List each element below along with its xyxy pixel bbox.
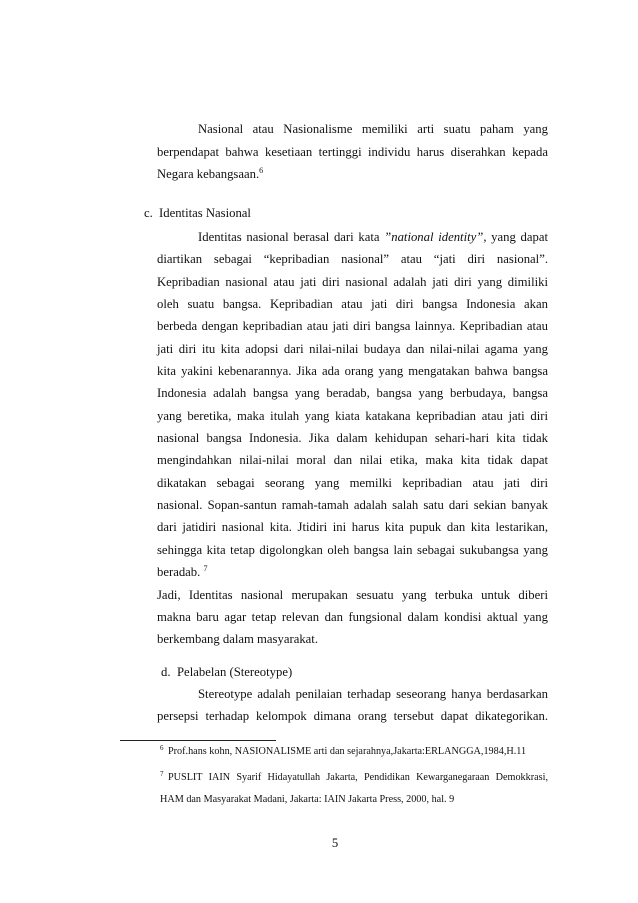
footnote-text: HAM dan Masyarakat Madani, Jakarta: IAIN Jakarta Press, 2000, hal. 9 (160, 793, 455, 805)
text-line: sehingga kita tetap digolongkan oleh bangsa lain sebagai sukubangsa yang (157, 542, 548, 557)
text-line: Stereotype adalah penilaian terhadap seseorang hanya berdasarkan (198, 687, 548, 701)
line-text: Negara kebangsaan. (157, 167, 260, 181)
text-line: dari jatidiri nasional kita. Jtidiri ini harus kita pupuk dan kita lestarikan, (157, 520, 548, 535)
section-title: Identitas Nasional (159, 206, 251, 220)
footnote-text: PUSLIT IAIN Syarif Hidayatullah Jakarta, Pendidikan Kewarganegaraan Demokkrasi, (168, 771, 548, 783)
section-body (157, 683, 548, 727)
text-line: dikatakan sebagai seorang yang memilki kepribadian atau jati diri (157, 475, 548, 490)
text-line: berkembang dalam masyarakat. (157, 632, 318, 647)
footnote-line (160, 741, 548, 763)
text-line: berpendapat bahwa kesetiaan tertinggi individu harus diserahkan kepada (157, 144, 548, 159)
section-marker: c. (144, 206, 153, 220)
text-line: berbeda dengan kepribadian atau jati diri bangsa lainnya. Kepribadian atau (157, 319, 548, 334)
text-line: kita yakini kebenarannya. Jika ada orang yang mengatakan bahwa bangsa (157, 364, 548, 379)
text-line: makna baru agar tetap relevan dan fungsional dalam kondisi aktual yang (157, 609, 548, 624)
section-heading (144, 202, 251, 225)
text-line: Indonesia adalah bangsa yang beradab, bangsa yang berbudaya, bangsa (157, 386, 548, 401)
text-line: yang beretika, maka itulah yang kiata katakana kepribadian atau jati diri (157, 408, 548, 423)
italic-term: ”national identity” (384, 230, 484, 244)
text-line: Nasional atau Nasionalisme memiliki arti suatu paham yang (198, 122, 548, 136)
intro-paragraph (157, 118, 548, 186)
footnote-number: 7 (160, 769, 164, 778)
text-line: nasional. Sopan-santun ramah-tamah adalah salah satu dari sekian banyak (157, 498, 548, 513)
text-line: Jadi, Identitas nasional merupakan sesuatu yang terbuka untuk diberi (157, 587, 548, 602)
page-number: 5 (331, 836, 339, 850)
section-heading (161, 661, 292, 683)
text-line (157, 561, 548, 583)
section-body (157, 226, 548, 651)
text-line: nasional bangsa Indonesia. Jika dalam kehidupan sehari-hari kita tidak (157, 431, 548, 446)
section-title: Pelabelan (Stereotype) (177, 665, 293, 679)
footnote-ref: 6 (259, 166, 264, 175)
text-line: persepsi terhadap kelompok dimana orang tersebut dapat dikategorikan. (157, 709, 548, 723)
line-text: beradab. (157, 565, 201, 580)
footnote (160, 767, 548, 810)
text-line: oleh suatu bangsa. Kepribadian atau jati diri bangsa Indonesia akan (157, 297, 548, 312)
text-line: mengindahkan nilai-nilai moral dan nilai etika, maka kita tidak dapat (157, 453, 548, 468)
line-text: Identitas nasional berasal dari kata (198, 230, 380, 244)
footnote-line (160, 767, 548, 789)
section-marker: d. (161, 665, 171, 679)
text-line (157, 226, 548, 248)
footnote-ref: 7 (203, 564, 208, 574)
footnote-text: Prof.hans kohn, NASIONALISME arti dan sejarahnya,Jakarta:ERLANGGA,1984,H.11 (168, 746, 527, 757)
line-text: , yang dapat (483, 230, 548, 244)
text-line: jati diri itu kita adopsi dari nilai-nilai budaya dan nilai-nilai agama yang (157, 341, 548, 356)
text-line: Kepribadian nasional atau jati diri nasional adalah jati diri yang dimiliki (157, 274, 548, 289)
text-line: diartikan sebagai “kepribadian nasional” atau “jati diri nasional”. (157, 252, 548, 267)
footnote-number: 6 (160, 744, 164, 752)
footnote (160, 741, 548, 763)
text-line (157, 163, 548, 186)
